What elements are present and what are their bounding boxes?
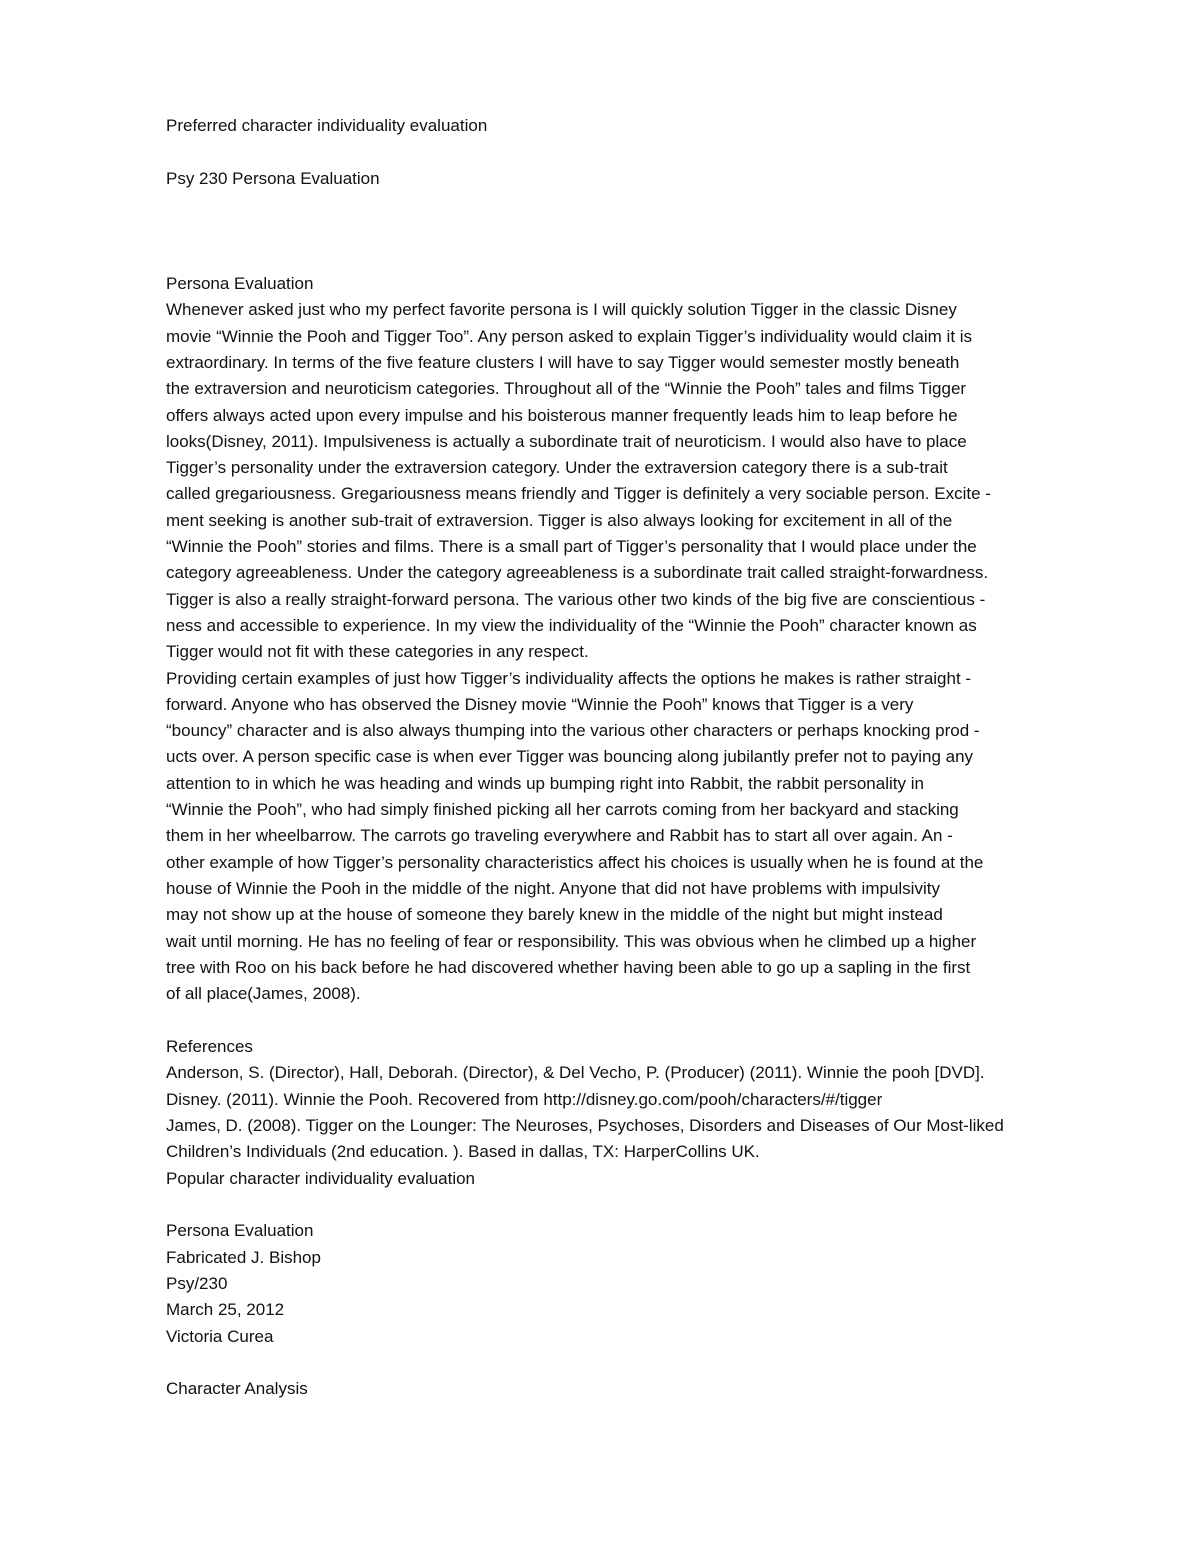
essay-line: ness and accessible to experience. In my view the individuality of the “Winnie the Pooh” character known as: [166, 616, 977, 635]
title-block-line: Victoria Curea: [166, 1327, 274, 1346]
essay-line: extraordinary. In terms of the five feature clusters I will have to say Tigger would semester mostly beneath: [166, 353, 960, 372]
reference-entry: Popular character individuality evaluation: [166, 1169, 476, 1188]
essay-line: wait until morning. He has no feeling of fear or responsibility. This was obvious when he climbed up a higher: [166, 932, 977, 951]
essay-line: “bouncy” character and is also always thumping into the various other characters or perhaps knocking prod -: [166, 721, 980, 740]
essay-line: forward. Anyone who has observed the Disney movie “Winnie the Pooh” knows that Tigger is a very: [166, 695, 914, 714]
essay-line: them in her wheelbarrow. The carrots go traveling everywhere and Rabbit has to start all over again. An -: [166, 826, 953, 845]
essay-line: Providing certain examples of just how Tigger’s individuality affects the options he makes is rather straight -: [166, 669, 972, 688]
essay-line: Tigger’s personality under the extraversion category. Under the extraversion category there is a sub-trait: [166, 458, 948, 477]
essay-line: house of Winnie the Pooh in the middle of the night. Anyone that did not have problems with impulsivity: [166, 879, 940, 898]
essay-line: looks(Disney, 2011). Impulsiveness is actually a subordinate trait of neuroticism. I would also have to place: [166, 432, 967, 451]
title-block-line: March 25, 2012: [166, 1300, 285, 1319]
title-block-line: Psy/230: [166, 1274, 228, 1293]
essay-line: called gregariousness. Gregariousness means friendly and Tigger is definitely a very sociable person. Excite -: [166, 484, 991, 503]
title-block-line: Fabricated J. Bishop: [166, 1248, 321, 1267]
reference-entry: James, D. (2008). Tigger on the Lounger: The Neuroses, Psychoses, Disorders and Diseases of Our Most-liked: [166, 1116, 1004, 1135]
essay-line: “Winnie the Pooh” stories and films. There is a small part of Tigger’s personality that I would place under the: [166, 537, 977, 556]
essay-line: “Winnie the Pooh”, who had simply finished picking all her carrots coming from her backyard and stacking: [166, 800, 959, 819]
section-heading: Character Analysis: [166, 1379, 308, 1398]
essay-line: other example of how Tigger’s personality characteristics affect his choices is usually when he is found at the: [166, 853, 984, 872]
essay-line: category agreeableness. Under the category agreeableness is a subordinate trait called straight-forwardness.: [166, 563, 989, 582]
essay-line: Whenever asked just who my perfect favorite persona is I will quickly solution Tigger in the classic Disney: [166, 300, 957, 319]
essay-line: the extraversion and neuroticism categories. Throughout all of the “Winnie the Pooh” tales and films Tigger: [166, 379, 967, 398]
essay-line: Tigger is also a really straight-forward persona. The various other two kinds of the big five are conscientious -: [166, 590, 986, 609]
references-heading: References: [166, 1037, 253, 1056]
essay-line: of all place(James, 2008).: [166, 984, 361, 1003]
essay-line: may not show up at the house of someone they barely knew in the middle of the night but might instead: [166, 905, 943, 924]
essay-line: ucts over. A person specific case is when ever Tigger was bouncing along jubilantly prefer not to paying any: [166, 747, 974, 766]
essay-line: Tigger would not fit with these categories in any respect.: [166, 642, 589, 661]
reference-entry: Disney. (2011). Winnie the Pooh. Recovered from http://disney.go.com/pooh/characters/#/tigger: [166, 1090, 883, 1109]
essay-line: tree with Roo on his back before he had discovered whether having been able to go up a sapling in the first: [166, 958, 971, 977]
reference-entry: Anderson, S. (Director), Hall, Deborah. (Director), & Del Vecho, P. (Producer) (2011). Winnie the pooh [DVD].: [166, 1063, 985, 1082]
essay-line: offers always acted upon every impulse and his boisterous manner frequently leads him to leap before he: [166, 406, 958, 425]
essay-line: movie “Winnie the Pooh and Tigger Too”. Any person asked to explain Tigger’s individuality would claim it is: [166, 327, 973, 346]
document-title: Preferred character individuality evaluation: [166, 116, 488, 135]
essay-heading: Persona Evaluation: [166, 274, 314, 293]
title-block-line: Persona Evaluation: [166, 1221, 314, 1240]
course-line: Psy 230 Persona Evaluation: [166, 169, 380, 188]
reference-entry: Children’s Individuals (2nd education. ). Based in dallas, TX: HarperCollins UK.: [166, 1142, 760, 1161]
essay-line: ment seeking is another sub-trait of extraversion. Tigger is also always looking for excitement in all of the: [166, 511, 953, 530]
essay-line: attention to in which he was heading and winds up bumping right into Rabbit, the rabbit personality in: [166, 774, 924, 793]
